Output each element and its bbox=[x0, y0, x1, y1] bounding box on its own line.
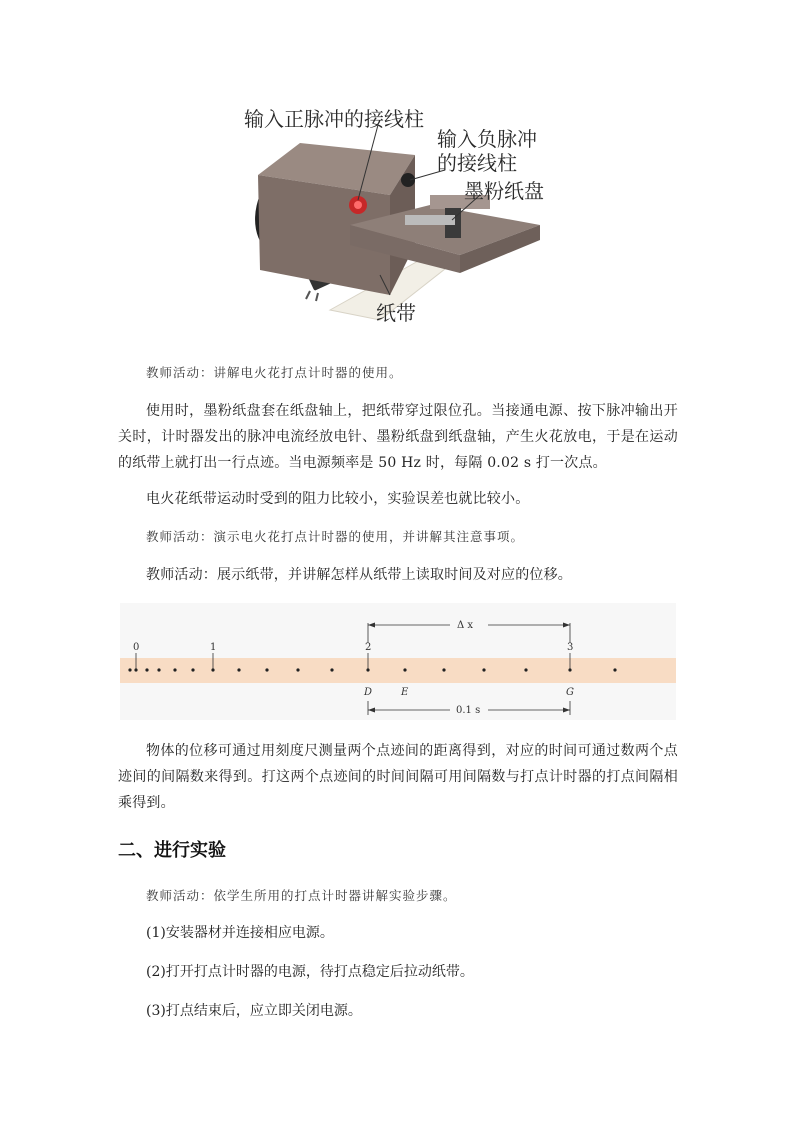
tape-letter-d: D bbox=[364, 687, 373, 698]
tape-letter-g: G bbox=[566, 687, 574, 698]
tape-letter-e: E bbox=[401, 687, 409, 698]
section-heading: 二、进行实验 bbox=[118, 840, 226, 861]
paragraph-2: 电火花纸带运动时受到的阻力比较小，实验误差也就比较小。 bbox=[146, 491, 530, 507]
tape-mark-label-3: 3 bbox=[567, 642, 574, 653]
step-2: (2)打开打点计时器的电源，待打点稳定后拉动纸带。 bbox=[146, 964, 474, 980]
label-ink-disk: 墨粉纸盘 bbox=[464, 179, 544, 203]
teacher-activity-1: 教师活动：讲解电火花打点计时器的使用。 bbox=[146, 365, 403, 380]
tape-mark-label-1: 1 bbox=[210, 642, 217, 653]
label-positive-terminal: 输入正脉冲的接线柱 bbox=[244, 107, 424, 131]
paragraph-3: 物体的位移可通过用刻度尺测量两个点迹间的距离得到，对应的时间可通过数两个点迹间的间隔数来得到。打这两个点迹间的时间间隔可用间隔数与打点计时器的打点间隔相乘得到。 bbox=[118, 743, 678, 811]
teacher-activity-2: 教师活动：演示电火花打点计时器的使用，并讲解其注意事项。 bbox=[146, 529, 525, 544]
label-negative-terminal-line2: 的接线柱 bbox=[437, 151, 517, 175]
time-interval-label: 0.1 s bbox=[456, 705, 481, 716]
paragraph-1: 使用时，墨粉纸盘套在纸盘轴上，把纸带穿过限位孔。当接通电源、按下脉冲输出开关时，计时器发出的脉冲电流经放电针、墨粉纸盘到纸盘轴，产生火花放电，于是在运动的纸带上就打出一行点迹。当电源频率是 50 Hz 时，每隔 0.02 s 打一次点。 bbox=[118, 403, 678, 471]
paper-tape-diagram bbox=[120, 603, 676, 720]
label-paper-tape: 纸带 bbox=[376, 301, 416, 325]
delta-x-label: Δ x bbox=[457, 620, 474, 631]
step-3: (3)打点结束后，应立即关闭电源。 bbox=[146, 1003, 362, 1019]
tape-mark-label-2: 2 bbox=[365, 642, 372, 653]
paper-tape-figure bbox=[120, 603, 676, 720]
step-1: (1)安装器材并连接相应电源。 bbox=[146, 925, 334, 941]
teacher-activity-4: 教师活动：依学生所用的打点计时器讲解实验步骤。 bbox=[146, 888, 457, 903]
teacher-activity-3: 教师活动：展示纸带，并讲解怎样从纸带上读取时间及对应的位移。 bbox=[146, 567, 572, 583]
label-negative-terminal-line1: 输入负脉冲 bbox=[437, 127, 537, 151]
tape-mark-label-0: 0 bbox=[133, 642, 140, 653]
